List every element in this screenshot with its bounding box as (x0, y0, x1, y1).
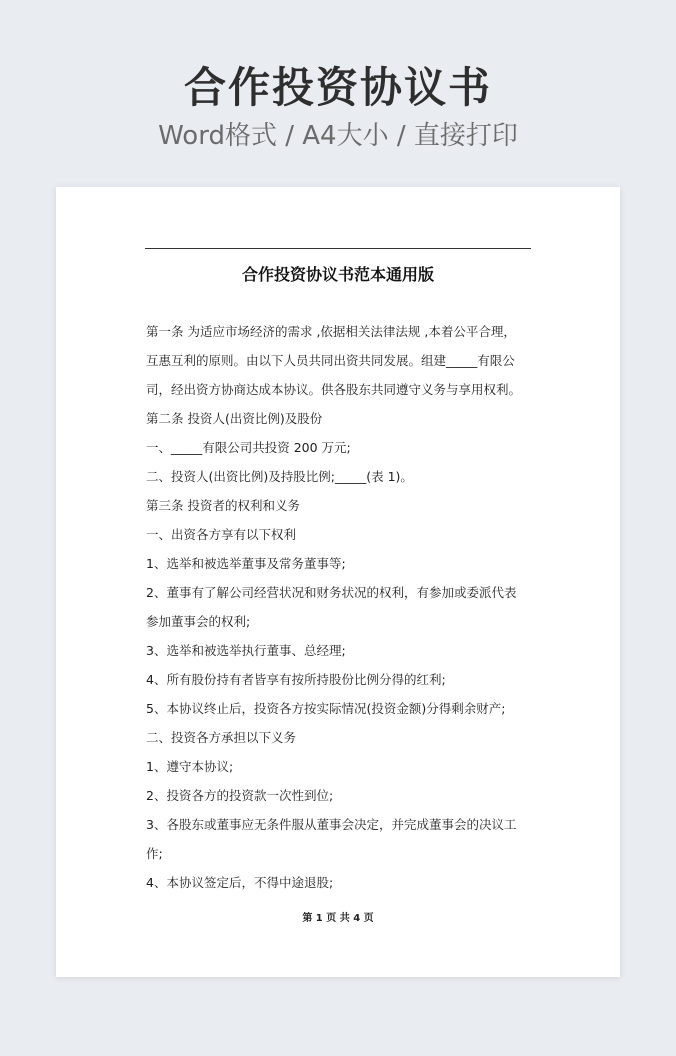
body-line: 作; (146, 846, 163, 861)
body-line: 互惠互利的原则。由以下人员共同出资共同发展。组建_____有限公 (146, 353, 515, 368)
body-line: 3、各股东或董事应无条件服从董事会决定，并完成董事会的决议工 (146, 817, 517, 832)
body-line: 二、投资人(出资比例)及持股比例;_____(表 1)。 (146, 469, 413, 484)
banner-title: 合作投资协议书 (183, 63, 492, 112)
header-rule (145, 248, 531, 249)
body-line: 第二条 投资人(出资比例)及股份 (146, 411, 323, 426)
banner-subtitle: Word格式 / A4大小 / 直接打印 (158, 121, 518, 151)
body-line: 1、遵守本协议; (146, 759, 234, 774)
body-line: 2、投资各方的投资款一次性到位; (146, 788, 334, 803)
body-line: 4、所有股份持有者皆享有按所持股份比例分得的红利; (146, 672, 446, 687)
body-line: 第三条 投资者的权利和义务 (146, 498, 300, 513)
body-line: 1、选举和被选举董事及常务董事等; (146, 556, 346, 571)
banner (0, 0, 676, 180)
body-line: 2、董事有了解公司经营状况和财务状况的权利，有参加或委派代表 (146, 585, 517, 600)
body-line: 第一条 为适应市场经济的需求 ,依据相关法律法规 ,本着公平合理， (146, 324, 516, 339)
page-number: 第 1 页 共 4 页 (302, 913, 374, 924)
body-line: 3、选举和被选举执行董事、总经理; (146, 643, 346, 658)
body-line: 一、出资各方享有以下权利 (146, 527, 297, 542)
body-line: 5、本协议终止后，投资各方按实际情况(投资金额)分得剩余财产; (146, 701, 506, 716)
body-line: 4、本协议签定后，不得中途退股; (146, 875, 334, 890)
body-line: 二、投资各方承担以下义务 (146, 730, 297, 745)
document-body (146, 317, 532, 897)
body-line: 参加董事会的权利; (146, 614, 251, 629)
body-line: 司，经出资方协商达成本协议。供各股东共同遵守义务与享用权利。 (146, 382, 522, 397)
body-line: 一、_____有限公司共投资 200 万元; (146, 440, 351, 455)
document-page (56, 187, 620, 977)
document-title: 合作投资协议书范本通用版 (241, 265, 434, 284)
